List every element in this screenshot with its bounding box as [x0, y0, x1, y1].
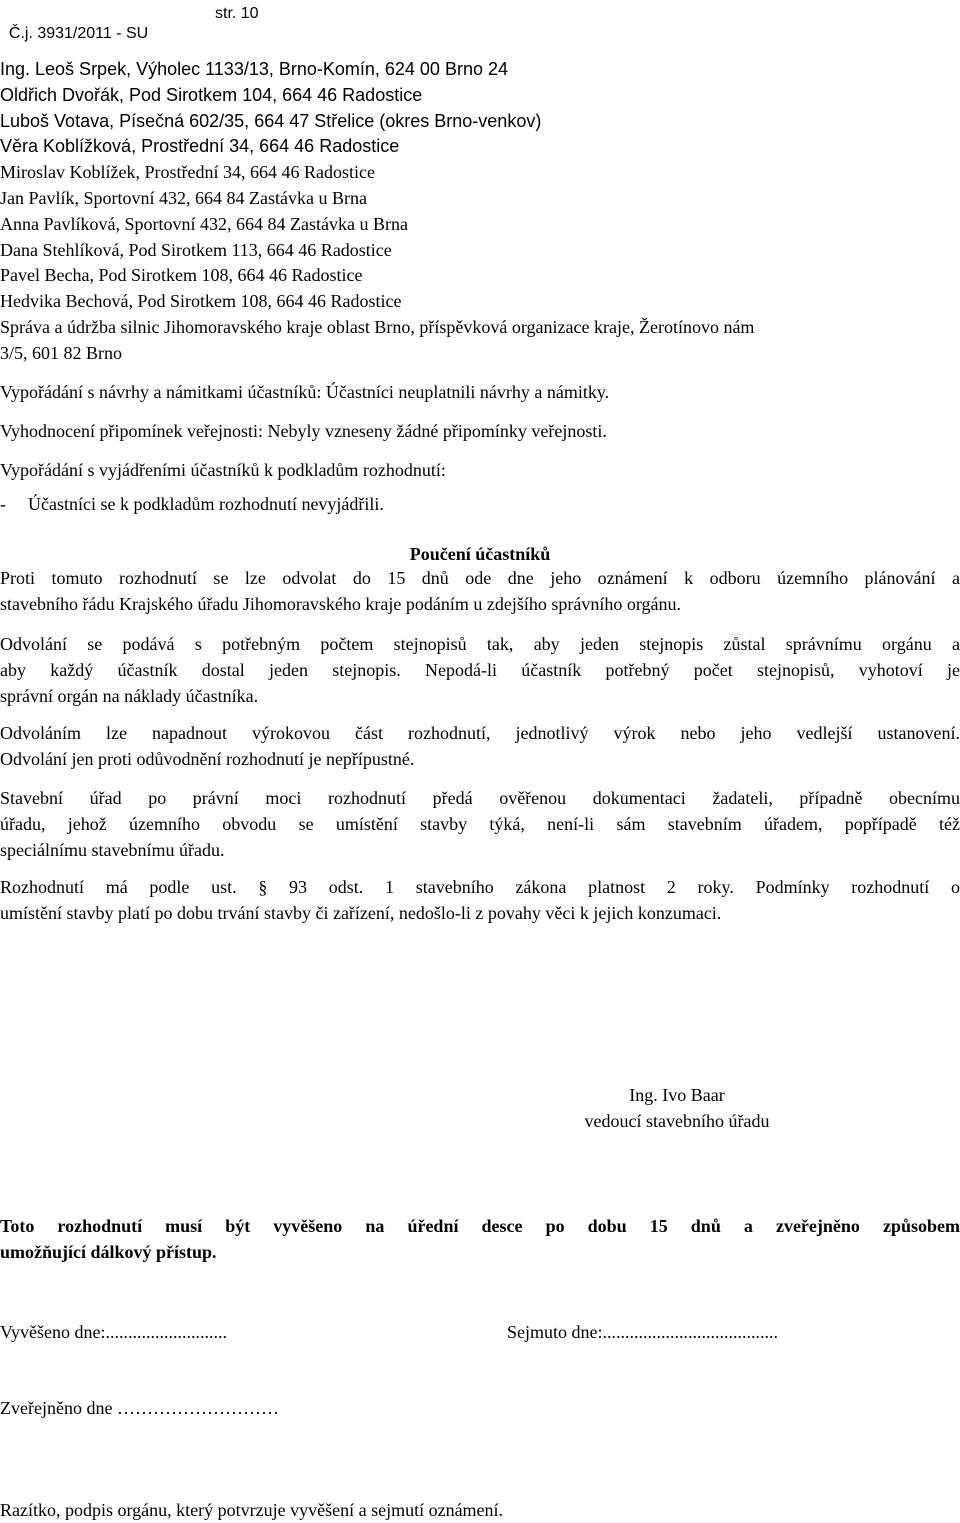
published-date-field: Zveřejněno dne ………………………: [0, 1398, 279, 1418]
participants-list: [0, 57, 960, 367]
signatory-name: Ing. Ivo Baar: [629, 1085, 725, 1105]
posted-date-field: Vyvěšeno dne:...........................: [0, 1322, 227, 1342]
documents-item-text: Účastníci se k podkladům rozhodnutí nevyjádřili.: [28, 494, 384, 514]
signatory-role: vedoucí stavebního úřadu: [584, 1110, 770, 1131]
instruction-paragraph-1: [0, 566, 960, 618]
paragraph-line: Odvoláním lze napadnout výrokovou část rozhodnutí, jednotlivý výrok nebo jeho vedlejší ustanovení.: [0, 723, 960, 743]
paragraph-line: stavebního řádu Krajského úřadu Jihomoravského kraje podáním u zdejšího správního orgánu.: [0, 593, 682, 614]
paragraph-line: správní orgán na náklady účastníka.: [0, 685, 259, 706]
paragraph-line: speciálnímu stavebnímu úřadu.: [0, 839, 225, 860]
notice-line: Toto rozhodnutí musí být vyvěšeno na úřední desce po dobu 15 dnů a zveřejněno způsobem: [0, 1216, 960, 1236]
instruction-paragraph-2: [0, 632, 960, 709]
participant-line: Pavel Becha, Pod Sirotkem 108, 664 46 Radostice: [0, 265, 363, 286]
participant-line: Dana Stehlíková, Pod Sirotkem 113, 664 46 Radostice: [0, 239, 392, 260]
participant-line: Oldřich Dvořák, Pod Sirotkem 104, 664 46 Radostice: [0, 84, 423, 105]
participant-line: 3/5, 601 82 Brno: [0, 342, 123, 363]
signature-block: [0, 1083, 960, 1135]
participant-line: Anna Pavlíková, Sportovní 432, 664 84 Zastávka u Brna: [0, 213, 408, 234]
participant-line: Věra Koblížková, Prostřední 34, 664 46 Radostice: [0, 136, 400, 157]
paragraph-line: Rozhodnutí má podle ust. § 93 odst. 1 stavebního zákona platnost 2 roky. Podmínky rozhodnutí o: [0, 877, 960, 897]
participant-line: Hedvika Bechová, Pod Sirotkem 108, 664 46 Radostice: [0, 291, 402, 312]
paragraph-line: Stavební úřad po právní moci rozhodnutí předá ověřenou dokumentaci žadateli, případně obecnímu: [0, 788, 960, 808]
page-header: [0, 4, 259, 64]
proposals-statement: Vypořádání s návrhy a námitkami účastníků: Účastníci neuplatnili návrhy a námitky.: [0, 382, 610, 402]
paragraph-line: úřadu, jehož územního obvodu se umístění stavby týká, není-li sám stavebním úřadem, popřípadě též: [0, 813, 960, 834]
instruction-heading: Poučení účastníků: [409, 544, 551, 564]
reference-number: Č.j. 3931/2011 - SU: [8, 25, 149, 42]
instruction-paragraph-3: [0, 721, 960, 773]
paragraph-line: Odvolání se podává s potřebným počtem stejnopisů tak, aby jeden stejnopis zůstal správnímu orgánu a: [0, 634, 960, 654]
instruction-paragraph-5: [0, 875, 960, 927]
paragraph-line: aby každý účastník dostal jeden stejnopis. Nepodá-li účastník potřebný počet stejnopisů, vyhotoví je: [0, 659, 960, 680]
removed-date-field: Sejmuto dne:.......................................: [507, 1322, 778, 1342]
posting-notice: [0, 1214, 960, 1266]
participant-line: Miroslav Koblížek, Prostřední 34, 664 46 Radostice: [0, 162, 375, 183]
public-statement: Vyhodnocení připomínek veřejnosti: Nebyly vzneseny žádné připomínky veřejnosti.: [0, 421, 607, 441]
page-number: str. 10: [215, 5, 259, 22]
participant-line: Luboš Votava, Písečná 602/35, 664 47 Střelice (okres Brno-venkov): [0, 110, 542, 131]
paragraph-line: Proti tomuto rozhodnutí se lze odvolat do 15 dnů ode dne jeho oznámení k odboru územního plánování a: [0, 568, 960, 588]
participant-line: Ing. Leoš Srpek, Výholec 1133/13, Brno-Komín, 624 00 Brno 24: [0, 59, 508, 79]
participant-line: Správa a údržba silnic Jihomoravského kraje oblast Brno, příspěvková organizace kraje, Žerotínovo nám: [0, 316, 755, 337]
documents-item: [0, 492, 384, 516]
stamp-signature-caption: Razítko, podpis orgánu, který potvrzuje vyvěšení a sejmutí oznámení.: [0, 1500, 504, 1520]
paragraph-line: umístění stavby platí po dobu trvání stavby či zařízení, nedošlo-li z povahy věci k jejich konzumaci.: [0, 902, 722, 923]
documents-statement: Vypořádání s vyjádřeními účastníků k podkladům rozhodnutí:: [0, 460, 446, 480]
paragraph-line: Odvolání jen proti odůvodnění rozhodnutí je nepřípustné.: [0, 748, 415, 769]
instruction-paragraph-4: [0, 786, 960, 863]
list-dash: -: [0, 494, 6, 514]
participant-line: Jan Pavlík, Sportovní 432, 664 84 Zastávka u Brna: [0, 187, 367, 208]
notice-line: umožňující dálkový přístup.: [0, 1241, 217, 1262]
